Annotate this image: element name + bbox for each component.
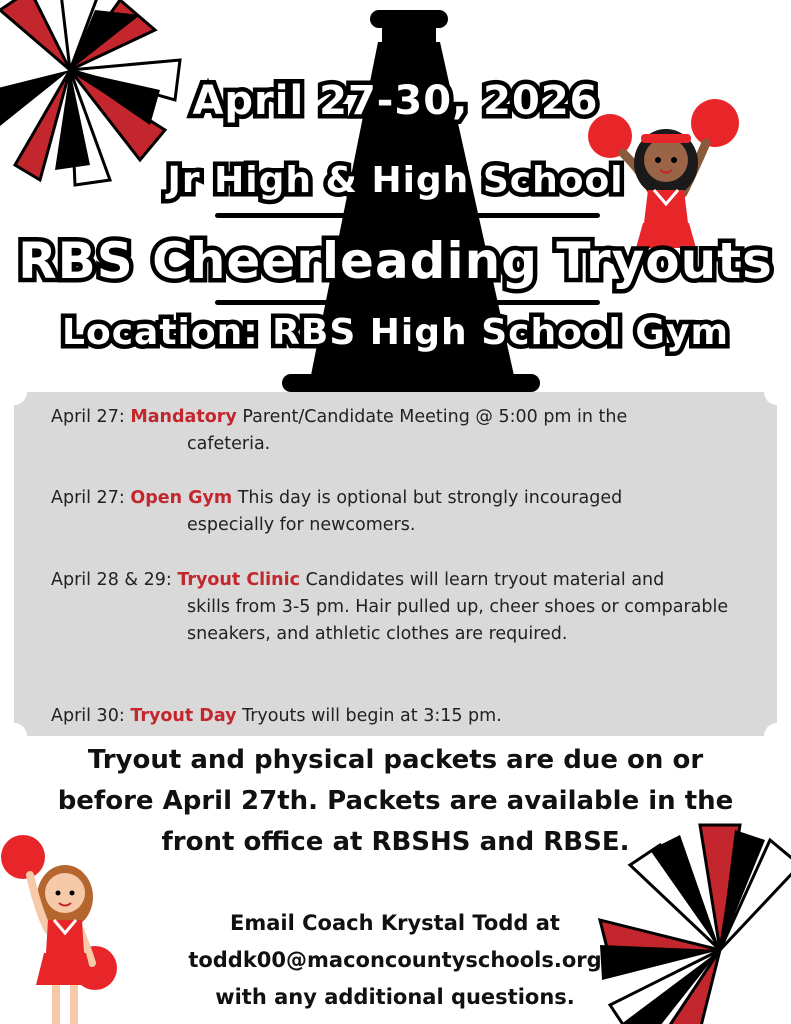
schedule-text-cont: especially for newcomers. [187,515,416,535]
schedule-date: April 28 & 29: [51,570,172,590]
schedule-item [51,404,751,458]
schedule-text: Candidates will learn tryout material and [300,570,665,590]
schedule-highlight: Tryout Clinic [177,570,301,590]
schedule-text-cont: skills from 3-5 pm. Hair pulled up, cheer shoes or comparable sneakers, and athletic clothes are required. [187,597,729,644]
cheerleader-bottom-left-icon [0,835,125,1024]
schedule-date: April 27: [51,407,125,427]
schedule-highlight: Open Gym [130,488,233,508]
contact-line: with any additional questions. [215,985,575,1009]
contact-line: Email Coach Krystal Todd at [230,911,560,935]
contact-block [130,905,660,1016]
panel-notch [1,723,27,749]
packets-notice: Tryout and physical packets are due on or before April 27th. Packets are available in the front office at RBSHS and RBSE. [57,745,734,857]
schedule-item [51,567,751,648]
panel-notch [764,723,790,749]
schedule-item [51,485,751,539]
event-date-heading: April 27-30, 2026 [192,78,599,124]
schedule-text-cont: cafeteria. [187,434,271,454]
schedule-text: This day is optional but strongly incouraged [232,488,623,508]
schedule-text: Tryouts will begin at 3:15 pm. [236,706,502,726]
schedule-date: April 30: [51,706,125,726]
location-heading: Location: RBS High School Gym [62,312,729,353]
page-title: RBS Cheerleading Tryouts [18,232,773,290]
panel-notch [1,379,27,405]
grades-heading: Jr High & High School [167,160,624,201]
divider [215,300,600,305]
schedule-item [51,703,751,730]
divider [215,213,600,218]
contact-email-link[interactable]: toddk00@maconcountyschools.org [188,948,602,972]
schedule-text: Parent/Candidate Meeting @ 5:00 pm in the [236,407,628,427]
panel-notch [764,379,790,405]
schedule-highlight: Mandatory [130,407,237,427]
schedule-highlight: Tryout Day [130,706,237,726]
schedule-date: April 27: [51,488,125,508]
